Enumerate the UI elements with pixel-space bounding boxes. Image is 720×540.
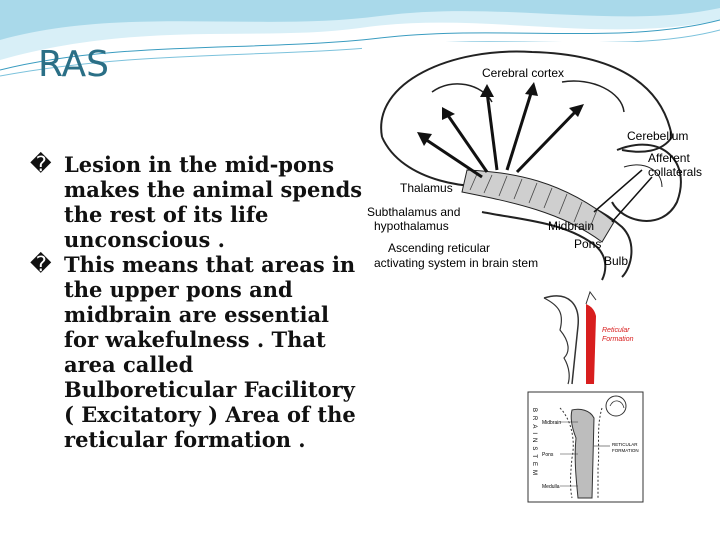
label-rf-1: RETICULAR	[612, 442, 638, 447]
label-cerebellum: Cerebellum	[627, 129, 689, 143]
label-collaterals: collaterals	[648, 165, 703, 179]
label-midbrain-small: Midbrain	[542, 420, 562, 426]
label-brainstem: BRAINSTEM	[531, 408, 537, 480]
label-bulb: Bulb	[604, 254, 629, 268]
label-activating-system: activating system in brain stem	[374, 256, 539, 270]
label-thalamus: Thalamus	[400, 181, 453, 195]
label-ascending: Ascending reticular	[388, 241, 491, 255]
bullet-marker-icon: �	[30, 252, 52, 276]
bullet-item	[30, 152, 370, 252]
label-formation: Formation	[602, 336, 634, 343]
label-afferent: Afferent	[648, 151, 690, 165]
bullet-text: This means that areas in the upper pons and midbrain are essential for wakefulness . That area called Bulboreticular Facilitory ( Excitatory ) Area of the reticular formation .	[64, 252, 356, 452]
bullet-marker-icon: �	[30, 152, 52, 176]
label-hypothalamus: hypothalamus	[374, 219, 449, 233]
label-reticular: Reticular	[602, 327, 630, 334]
reticular-formation-red-diagram	[530, 286, 650, 386]
label-medulla-small: Medulla	[542, 484, 560, 490]
brain-ras-diagram	[362, 42, 717, 282]
bullet-list	[30, 152, 370, 452]
label-cerebral-cortex: Cerebral cortex	[482, 66, 565, 80]
bullet-item	[30, 252, 370, 452]
label-rf-2: FORMATION	[612, 448, 639, 453]
slide-title: RAS	[38, 44, 110, 85]
bullet-text: Lesion in the mid-pons makes the animal spends the rest of its life unconscious .	[64, 152, 363, 252]
label-midbrain: Midbrain	[548, 219, 595, 233]
label-subthalamus: Subthalamus and	[367, 205, 461, 219]
brainstem-diagram	[520, 388, 650, 508]
label-pons-small: Pons	[542, 452, 554, 458]
label-pons: Pons	[574, 237, 602, 251]
